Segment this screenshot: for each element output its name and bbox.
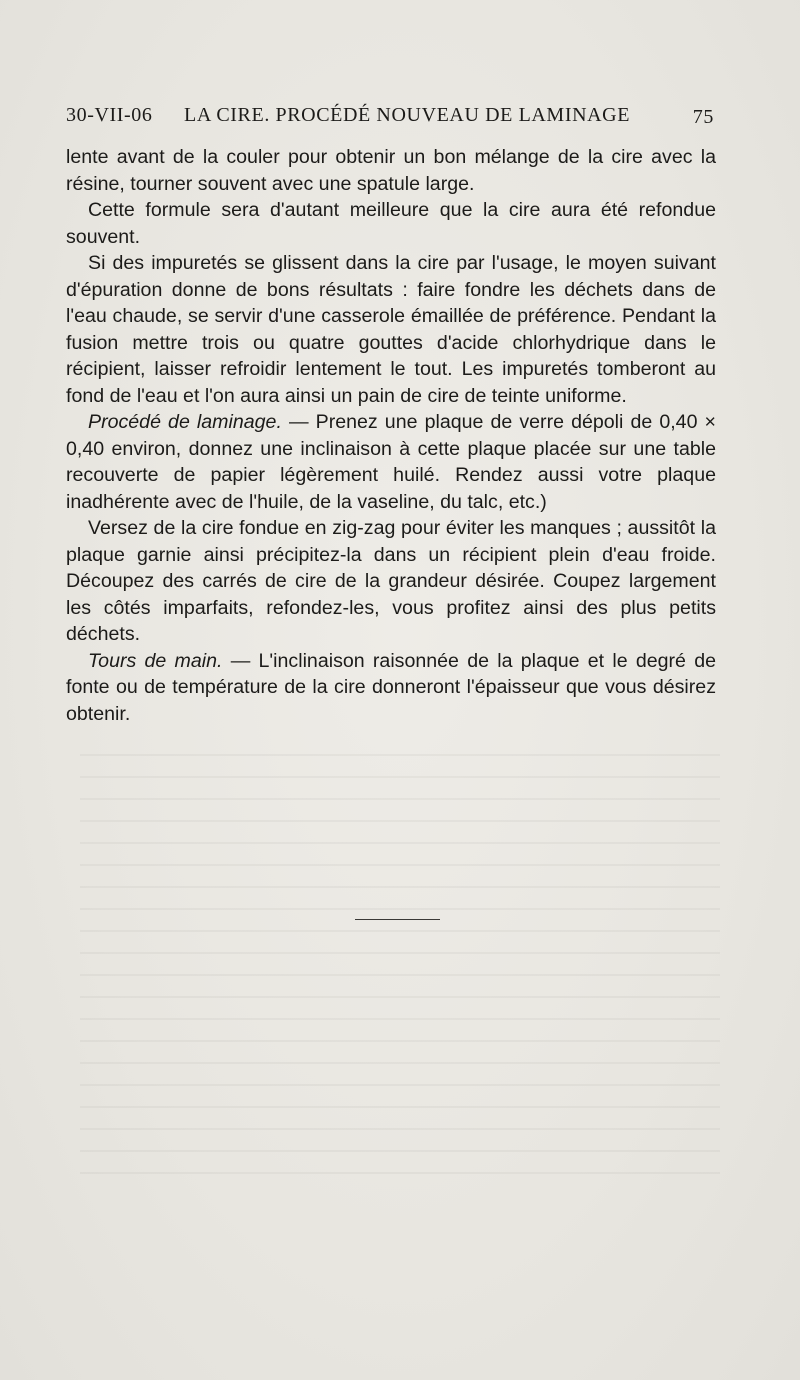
paragraph-text: Si des impuretés se glissent dans la cire par l'usage, le moyen suivant d'épuration donne de bons résultats : faire fondre les déchets dans de l'eau chaude, se servir d'une casserole émaillée de préférence. Pendant la fusion mettre trois ou quatre gouttes d'acide chlorhydrique dans le récipient, laisser refroidir lentement le tout. Les impuretés tomberont au fond de l'eau et l'on aura ainsi un pain de cire de teinte uniforme. [66,252,716,407]
section-end-rule [355,919,440,920]
header-title: LA CIRE. PROCÉDÉ NOUVEAU DE LAMINAGE [184,104,631,126]
running-header [66,104,716,134]
section-lead-italic: Tours de main. [88,649,223,672]
paragraph-text: lente avant de la couler pour obtenir un bon mélange de la cire avec la résine, tourner souvent avec une spatule large. [66,146,716,195]
paragraph [66,409,716,515]
bleed-through-texture [80,740,720,1180]
paragraph [66,144,716,197]
paragraph [66,515,716,648]
paragraph-text: — L'inclinaison raisonnée de la plaque et le degré de fonte ou de température de la cire donneront l'épaisseur que vous désirez obtenir. [66,649,716,725]
header-date: 30-VII-06 [66,104,153,126]
paragraph-text: Cette formule sera d'autant meilleure que la cire aura été refondue souvent. [66,199,716,248]
paragraph [66,250,716,409]
paragraph-text: Versez de la cire fondue en zig-zag pour éviter les manques ; aussitôt la plaque garnie ainsi précipitez-la dans un récipient plein d'eau froide. Découpez des carrés de cire de la grandeur désirée. Coupez largement les côtés imparfaits, refondez-les, vous profitez ainsi des plus petits déchets. [66,517,716,645]
body-text [66,144,716,727]
page-number: 75 [692,106,714,128]
paragraph-text: — Prenez une plaque de verre dépoli de 0,40 × 0,40 environ, donnez une inclinaison à cette plaque placée sur une table recouverte de papier légèrement huilé. Rendez aussi votre plaque inadhérente avec de l'huile, de la vaseline, du talc, etc.) [66,411,716,513]
section-lead-italic: Procédé de laminage. [88,411,282,433]
paragraph [66,648,716,728]
paragraph [66,197,716,250]
